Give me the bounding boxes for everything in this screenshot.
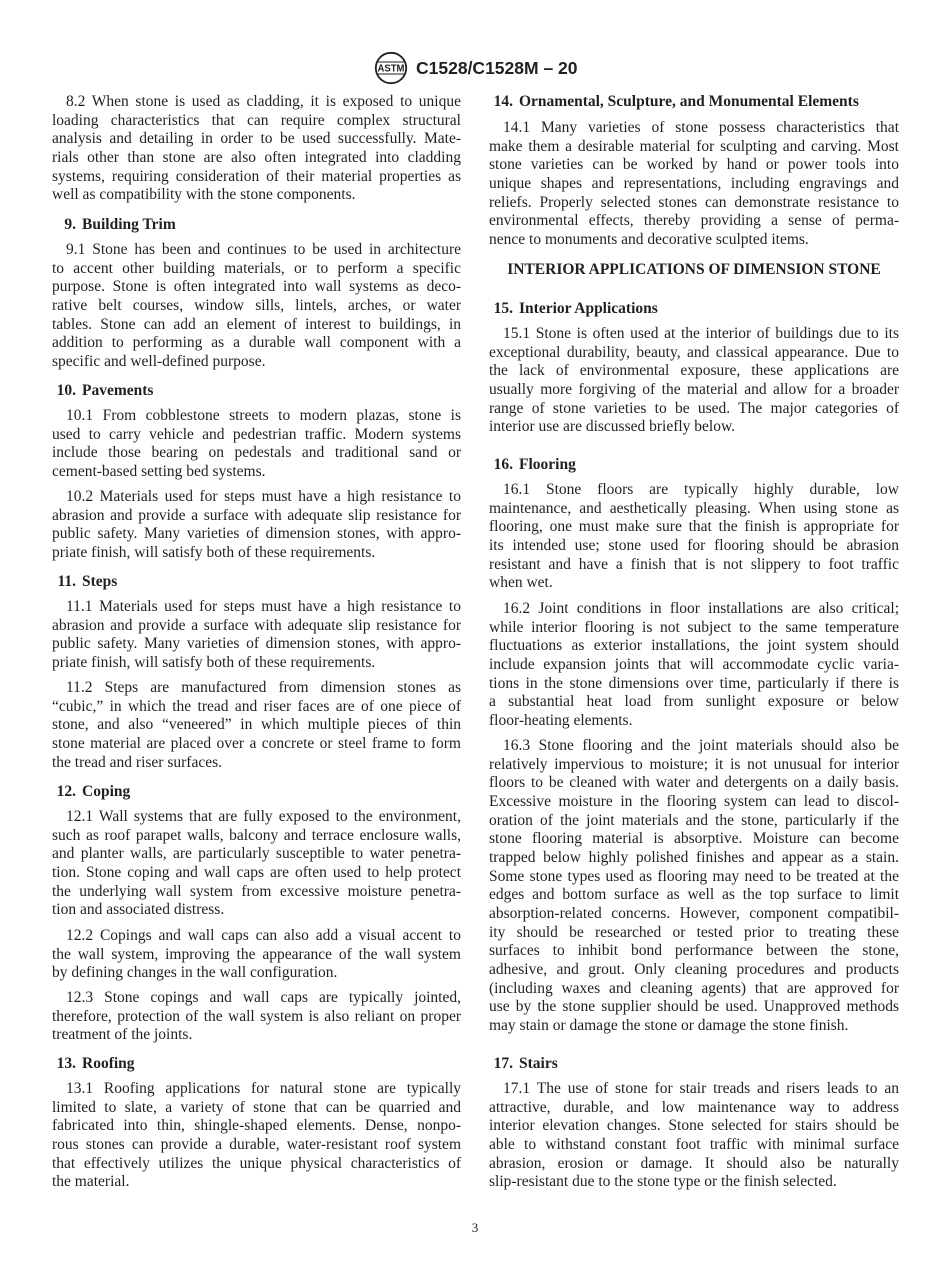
text-line: floor-heating elements. [489,711,633,729]
section-title: Coping [82,783,131,800]
text-line: limited to slate, a variety of stone that can be quarried and [52,1098,461,1116]
text-line: stone varieties can be worked by hand or power tools into [489,156,899,174]
text-line: 9.1 Stone has been and continues to be used in architecture [66,241,461,258]
text-line: oration of the joint materials and the stone, particularly if the [489,811,899,829]
text-line: make them a desirable material for sculpting and carving. Most [489,137,899,155]
text-line: 13.1 Roofing applications for natural stone are typically [66,1080,461,1097]
section-number: 14. [493,93,513,110]
text-line: 15.1 Stone is often used at the interior of buildings due to its [503,325,899,342]
text-line: 12.1 Wall systems that are fully exposed to the environment, [66,808,461,825]
text-line: when wet. [489,574,553,592]
text-line: priate finish, will satisfy both of these requirements. [52,543,376,561]
text-line: tion. Stone coping and wall caps are often used to help protect [52,863,461,881]
text-line: exceptional durability, beauty, and classical appearance. Due to [489,343,899,361]
section-number: 13. [56,1055,76,1072]
section-title: Stairs [519,1055,558,1072]
text-line: tables. Stone can add an element of interest to buildings, in [52,315,461,333]
paragraph-13-1 [52,1080,461,1192]
text-line: the tread and riser surfaces. [52,753,222,771]
text-line: environmental effects, thereby providing a sense of perma- [489,212,899,230]
text-line: treatment of the joints. [52,1026,193,1044]
text-line: able to withstand constant foot traffic with minimal surface [489,1135,899,1153]
text-line: 17.1 The use of stone for stair treads and risers leads to an [503,1080,899,1097]
text-line: surfaces to inhibit bond performance between the stone, [489,942,899,960]
text-line: 12.2 Copings and wall caps can also add a visual accent to [66,927,461,944]
text-line: include expansion joints that will accommodate cyclic varia- [489,655,899,673]
text-line: maintenance, and aesthetically pleasing. When using stone as [489,499,899,517]
paragraph-9-1 [52,241,461,372]
text-line: rative belt courses, window sills, lintels, arches, or water [52,296,461,314]
text-line: by defining changes in the wall configuration. [52,964,338,982]
section-title: Steps [82,573,118,590]
section-number: 9. [64,216,76,233]
text-line: stone material are placed over a concrete or steel frame to form [52,734,461,752]
text-line: flooring, one must make sure that the finish is appropriate for [489,518,899,536]
text-line: trapped below highly polished finishes and appear as a stain. [489,848,899,866]
text-line: Excessive moisture in the flooring system can lead to discol- [489,792,899,810]
text-line: stone flooring material is absorptive. Moisture can become [489,830,899,848]
section-title: Building Trim [82,216,176,233]
text-line: (including waxes and cleaning agents) that are approved for [489,979,899,997]
paragraph-16-1 [489,481,899,593]
text-line: reliefs. Properly selected stones can demonstrate resistance to [489,193,899,211]
text-line: floors to be cleaned with water and detergents on a daily basis. [489,774,899,792]
section-title: Interior Applications [519,300,658,317]
text-line: nence to monuments and decorative sculpted items. [489,230,809,248]
text-line: that effectively utilizes the unique physical characteristics of [52,1154,461,1172]
text-line: stone, and also “veneered” in which multiple pieces of thin [52,716,461,734]
text-line: the wall system, improving the appearance of the wall system [52,945,461,963]
text-line: analysis and detailing in order to be used successfully. Mate- [52,130,461,148]
section-heading-11 [52,573,461,592]
text-line: 11.1 Materials used for steps must have a high resistance to [66,598,461,615]
text-line: specific and well-defined purpose. [52,352,266,370]
section-number: 10. [56,382,76,399]
text-line: systems, requiring consideration of their material properties as [52,167,461,185]
text-line: the material. [52,1173,130,1191]
text-line: abrasion, erosion or damage. It should also be naturally [489,1154,899,1172]
text-line: the underlying wall system from excessive moisture penetra- [52,882,461,900]
paragraph-11-2 [52,679,461,772]
section-heading-16 [489,456,899,475]
text-line: may stain or damage the stone or damage the stone finish. [489,1016,849,1034]
text-line: 8.2 When stone is used as cladding, it is exposed to unique [66,93,461,110]
paragraph-10-2 [52,488,461,563]
section-heading-17 [489,1055,899,1074]
text-line: 16.2 Joint conditions in floor installations are also critical; [503,600,899,617]
text-line: while interior flooring is not subject to the same temperature [489,618,899,636]
text-line: adhesive, and grout. Only cleaning procedures and products [489,960,899,978]
text-line: cement-based setting bed systems. [52,462,266,480]
text-line: include those bearing on pedestals and traditional sand or [52,444,461,462]
text-line: tions in the stone dimensions over time, particularly if there is [489,674,899,692]
paragraph-10-1 [52,407,461,482]
text-line: 14.1 Many varieties of stone possess characteristics that [503,119,899,136]
text-line: 16.1 Stone floors are typically highly durable, low [503,481,899,498]
text-line: Some stone types used as flooring may need to be treated at the [489,867,899,885]
section-heading-10 [52,382,461,401]
text-line: rials other than stone are also often integrated into cladding [52,148,461,166]
section-number: 11. [57,573,76,590]
text-line: abrasion and provide a surface with adequate slip resistance for [52,616,461,634]
text-line: 11.2 Steps are manufactured from dimension stones as [66,679,461,696]
text-line: 16.3 Stone flooring and the joint materials should also be [503,737,899,754]
text-line: range of stone varieties to be used. The major categories of [489,399,899,417]
text-line: tion and associated distress. [52,901,225,919]
text-line: rous stones can provide a durable, water-resistant roof system [52,1135,461,1153]
text-line: and planter walls, are particularly susceptible to water penetra- [52,845,461,863]
section-title: Flooring [519,456,576,473]
section-heading-14 [489,93,899,112]
section-number: 12. [56,783,76,800]
text-line: edges and bottom surface as well as the top surface to limit [489,886,899,904]
text-line: purpose. Stone is often integrated into wall systems as deco- [52,278,461,296]
text-line: fluctuations as exterior installations, the joint system should [489,637,899,655]
paragraph-14-1 [489,119,899,250]
section-title: Pavements [82,382,154,399]
text-line: interior elevation changes. Stone selected for stairs should be [489,1117,899,1135]
text-line: 10.2 Materials used for steps must have a high resistance to [66,488,461,505]
paragraph-12-2 [52,927,461,983]
section-heading-13 [52,1055,461,1074]
text-line: 12.3 Stone copings and wall caps are typically jointed, [66,989,461,1006]
text-line: public safety. Many varieties of dimension stones, with appro- [52,635,461,653]
text-line: to accent other building materials, or to perform a specific [52,259,461,277]
paragraph-12-1 [52,808,461,920]
text-line: fabricated into thin, shingle-shaped elements. Dense, nonpo- [52,1117,461,1135]
text-line: such as roof parapet walls, balcony and terrace enclosure walls, [52,826,461,844]
section-number: 16. [493,456,513,473]
text-line: relatively impervious to moisture; it is not unusual for interior [489,755,899,773]
paragraph-17-1 [489,1080,899,1192]
text-line: slip-resistant due to the stone type or the finish selected. [489,1173,837,1191]
text-line: “cubic,” in which the tread and riser faces are of one piece of [52,697,461,715]
svg-text:ASTM: ASTM [377,63,405,75]
standard-designation: C1528/C1528M – 20 [416,58,578,78]
text-line: resistant and have a finish that is not slippery to foot traffic [489,555,899,573]
paragraph-15-1 [489,325,899,437]
text-line: 10.1 From cobblestone streets to modern plazas, stone is [66,407,461,424]
text-line: therefore, protection of the wall system is also reliant on proper [52,1007,461,1025]
section-heading-9 [52,216,461,235]
text-line: priate finish, will satisfy both of these requirements. [52,653,376,671]
section-number: 17. [493,1055,513,1072]
text-line: a substantial heat load from sunlight exposure or below [489,693,899,711]
astm-logo [373,51,409,85]
paragraph-12-3 [52,989,461,1045]
text-line: interior use are discussed briefly below. [489,418,736,436]
section-number: 15. [493,300,513,317]
text-line: abrasion and provide a surface with adequate slip resistance for [52,506,461,524]
text-line: ity should be researched or tested prior to treating these [489,923,899,941]
paragraph-16-2 [489,600,899,731]
section-title: Ornamental, Sculpture, and Monumental Elements [519,93,859,110]
text-line: unique shapes and representations, including engravings and [489,174,899,192]
text-line: addition to performing as a durable wall component with a [52,334,461,352]
text-line: usually more forgiving of the material and allow for a broader [489,380,899,398]
paragraph-8-2 [52,93,461,205]
text-line: the lack of environmental exposure, these applications are [489,362,899,380]
paragraph-16-3 [489,737,899,1036]
text-line: absorption-related concerns. However, component compatibil- [489,904,899,922]
text-line: attractive, durable, and low maintenance way to address [489,1098,899,1116]
page-number: 3 [471,1220,479,1235]
text-line: used to carry vehicle and pedestrian traffic. Modern systems [52,425,461,443]
section-heading-12 [52,783,461,802]
text-line: its intended use; stone used for flooring should be abrasion [489,536,899,554]
part-heading: INTERIOR APPLICATIONS OF DIMENSION STONE [507,261,881,278]
text-line: loading characteristics that can require complex structural [52,111,461,129]
section-heading-15 [489,300,899,319]
text-line: public safety. Many varieties of dimension stones, with appro- [52,525,461,543]
text-line: use by the stone supplier should be used. Unapproved methods [489,998,899,1016]
paragraph-11-1 [52,598,461,673]
section-title: Roofing [82,1055,135,1072]
text-line: well as compatibility with the stone components. [52,186,356,204]
